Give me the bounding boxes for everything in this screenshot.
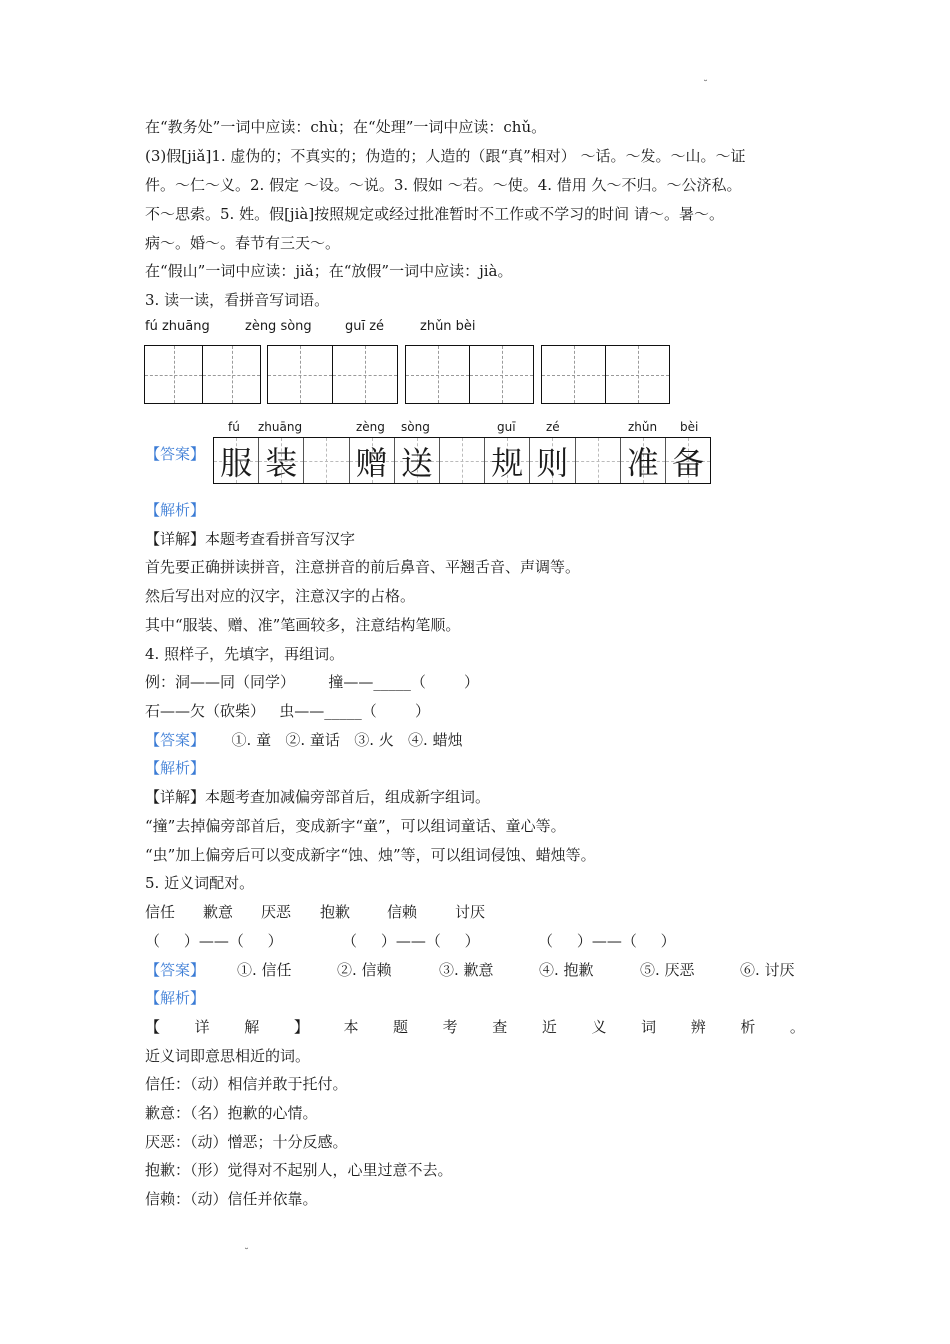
pair-blank[interactable]: （ ）——（ ） bbox=[145, 932, 283, 950]
definition-line: 近义词即意思相近的词。 bbox=[145, 1047, 311, 1065]
answer-item: ⑥. 讨厌 bbox=[740, 961, 795, 979]
analysis-line: 【详解】本题考查加减偏旁部首后，组成新字组词。 bbox=[145, 788, 491, 806]
pinyin-prompt: guī zé bbox=[345, 319, 385, 334]
text-line: 在“教务处”一词中应读：chù；在“处理”一词中应读：chǔ。 bbox=[145, 118, 547, 136]
definition-line: 厌恶：（动）憎恶；十分反感。 bbox=[145, 1133, 348, 1151]
pinyin-prompt: zèng sòng bbox=[245, 319, 312, 334]
writing-cell[interactable] bbox=[605, 346, 669, 403]
question-3-title: 3. 读一读，看拼音写词语。 bbox=[145, 291, 330, 309]
spread-detail-line: 【 详 解 】 本 题 考 查 近 义 词 辨 析 。 bbox=[145, 1018, 805, 1036]
writing-cell[interactable] bbox=[202, 346, 260, 403]
analysis-line: 首先要正确拼读拼音，注意拼音的前后鼻音、平翘舌音、声调等。 bbox=[145, 558, 581, 576]
analysis-line: 【详解】本题考查看拼音写汉字 bbox=[145, 530, 356, 548]
word: 厌恶 bbox=[261, 903, 292, 921]
definition-line: 信赖：（动）信任并依靠。 bbox=[145, 1190, 318, 1208]
analysis-line: “虫”加上偏旁后可以变成新字“蚀、烛”等，可以组词侵蚀、蜡烛等。 bbox=[145, 846, 596, 864]
answer-label: 【答案】 bbox=[145, 961, 206, 979]
answer-pinyin: fú bbox=[228, 420, 240, 434]
answer-item: ④. 抱歉 bbox=[539, 961, 594, 979]
analysis-label: 【解析】 bbox=[145, 759, 206, 777]
answer-pinyin: zé bbox=[546, 420, 560, 434]
answer-grid bbox=[213, 437, 711, 484]
analysis-line: “撞”去掉偏旁部首后，变成新字“童”，可以组词童话、童心等。 bbox=[145, 817, 566, 835]
definition-line: 抱歉：（形）觉得对不起别人，心里过意不去。 bbox=[145, 1161, 453, 1179]
writing-grid-2[interactable] bbox=[267, 345, 398, 404]
text-line: 病～。婚～。春节有三天～。 bbox=[145, 234, 341, 252]
writing-cell[interactable] bbox=[268, 346, 332, 403]
pinyin-prompt: zhǔn bèi bbox=[420, 319, 476, 334]
answer-pinyin: zhǔn bbox=[628, 420, 658, 434]
answer-cell: 则 bbox=[530, 438, 575, 483]
text-line: 件。～仁～义。2. 假定 ～设。～说。3. 假如 ～若。～使。4. 借用 久～不归。～公济私。 bbox=[145, 176, 742, 194]
question-5-title: 5. 近义词配对。 bbox=[145, 874, 255, 892]
answer-cell bbox=[304, 438, 349, 483]
writing-cell[interactable] bbox=[406, 346, 469, 403]
analysis-line: 然后写出对应的汉字，注意汉字的占格。 bbox=[145, 587, 416, 605]
word: 信赖 bbox=[387, 903, 418, 921]
answer-cell: 送 bbox=[395, 438, 440, 483]
answer-pinyin: sòng bbox=[401, 420, 430, 434]
pair-blank[interactable]: （ ）——（ ） bbox=[342, 932, 480, 950]
answer-cell: 赠 bbox=[350, 438, 395, 483]
writing-grid-3[interactable] bbox=[405, 345, 534, 404]
bottom-mark: ˘ bbox=[244, 1248, 249, 1259]
top-mark: ˘ bbox=[703, 80, 708, 91]
answer-cell: 装 bbox=[259, 438, 304, 483]
answer-cell: 服 bbox=[214, 438, 259, 483]
writing-grid-1[interactable] bbox=[144, 345, 261, 404]
word: 信任 bbox=[145, 903, 176, 921]
text-line: 在“假山”一词中应读：jiǎ；在“放假”一词中应读：jià。 bbox=[145, 262, 513, 280]
writing-cell[interactable] bbox=[332, 346, 397, 403]
answer-cell bbox=[576, 438, 621, 483]
answer-cell: 规 bbox=[485, 438, 530, 483]
writing-cell[interactable] bbox=[145, 346, 202, 403]
answer-item: ①. 信任 bbox=[237, 961, 292, 979]
answer-label: 【答案】 bbox=[145, 731, 206, 749]
analysis-label: 【解析】 bbox=[145, 501, 206, 519]
answer-cell: 备 bbox=[666, 438, 710, 483]
definition-line: 歉意：（名）抱歉的心情。 bbox=[145, 1104, 318, 1122]
question-4-line: 例：洞——同（同学） 撞——_____（ ） bbox=[145, 673, 480, 691]
pair-blank[interactable]: （ ）——（ ） bbox=[538, 932, 676, 950]
pinyin-prompt: fú zhuāng bbox=[145, 319, 210, 334]
answer-pinyin: zèng bbox=[356, 420, 385, 434]
answer-pinyin: zhuāng bbox=[258, 420, 303, 434]
question-4-answer: ①. 童 ②. 童话 ③. 火 ④. 蜡烛 bbox=[222, 731, 463, 749]
question-4-line: 石——欠（砍柴） 虫——_____（ ） bbox=[145, 702, 430, 720]
answer-pinyin: bèi bbox=[680, 420, 699, 434]
answer-cell: 准 bbox=[621, 438, 666, 483]
definition-line: 信任：（动）相信并敢于托付。 bbox=[145, 1075, 348, 1093]
text-line: 不～思索。5. 姓。假[jià]按照规定或经过批准暂时不工作或不学习的时间 请～。暑～。 bbox=[145, 205, 724, 223]
answer-label: 【答案】 bbox=[145, 445, 206, 463]
question-4-title: 4. 照样子，先填字，再组词。 bbox=[145, 645, 345, 663]
analysis-label: 【解析】 bbox=[145, 989, 206, 1007]
word: 讨厌 bbox=[455, 903, 486, 921]
analysis-line: 其中“服装、赠、准”笔画较多，注意结构笔顺。 bbox=[145, 616, 461, 634]
writing-cell[interactable] bbox=[542, 346, 605, 403]
answer-item: ⑤. 厌恶 bbox=[640, 961, 695, 979]
writing-grid-4[interactable] bbox=[541, 345, 670, 404]
writing-cell[interactable] bbox=[469, 346, 533, 403]
answer-item: ③. 歉意 bbox=[439, 961, 494, 979]
word: 抱歉 bbox=[320, 903, 351, 921]
answer-cell bbox=[440, 438, 485, 483]
text-line: (3)假[jiǎ]1. 虚伪的；不真实的；伪造的；人造的（跟“真”相对） ～话。～发。～山。～证 bbox=[145, 147, 746, 165]
word: 歉意 bbox=[203, 903, 234, 921]
answer-pinyin: guī bbox=[497, 420, 516, 434]
answer-item: ②. 信赖 bbox=[337, 961, 392, 979]
